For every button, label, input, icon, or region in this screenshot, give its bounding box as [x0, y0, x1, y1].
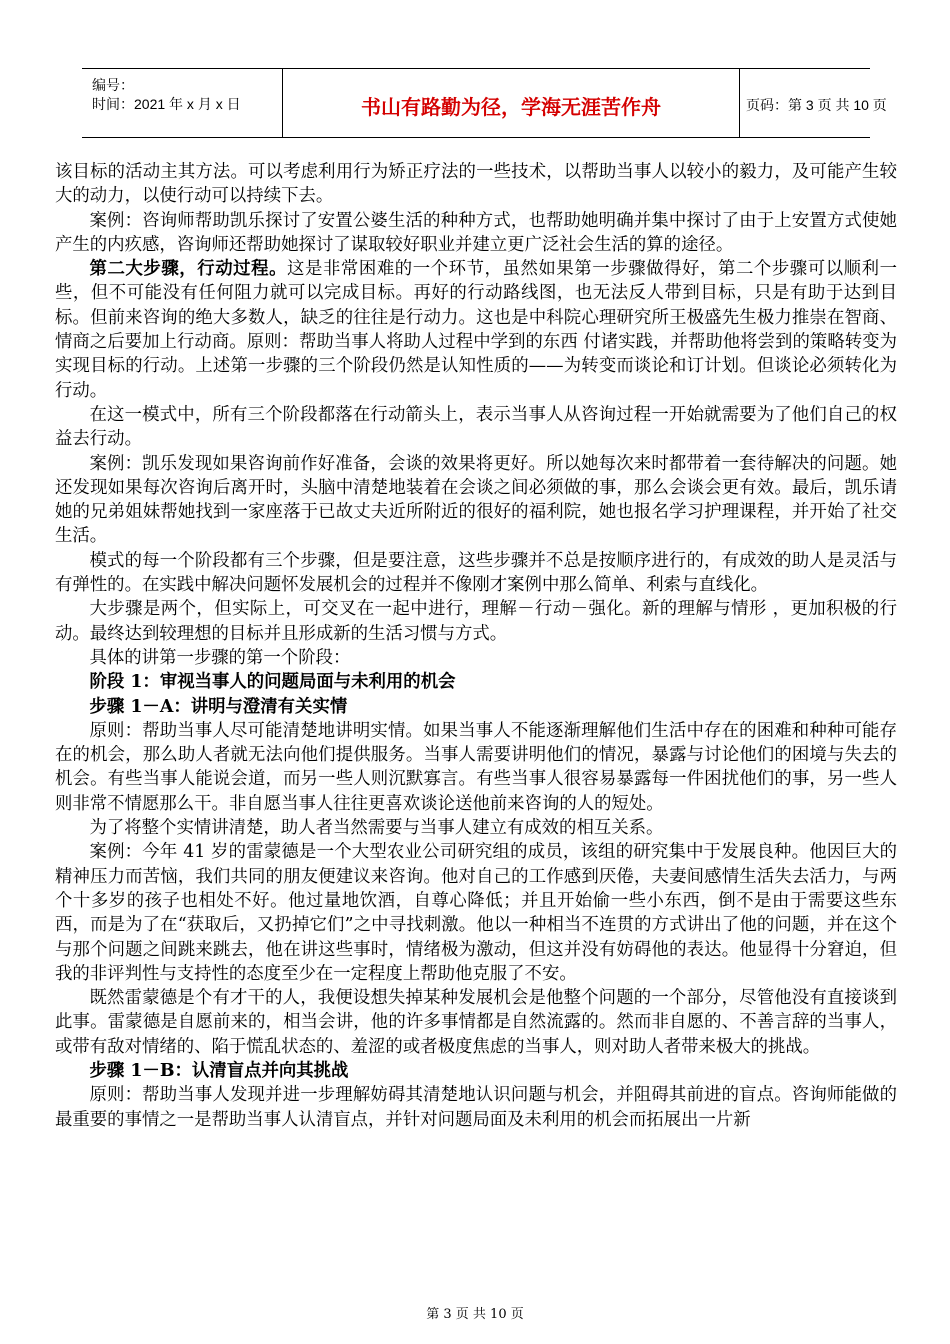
body-paragraph: 模式的每一个阶段都有三个步骤，但是要注意，这些步骤并不总是按顺序进行的，有成效的助人是灵活与有弹性的。在实践中解决问题怀发展机会的过程并不像刚才案例中那么简单、利索与直线化。: [55, 550, 897, 596]
body-paragraph: 原则：帮助当事人尽可能清楚地讲明实情。如果当事人不能逐渐理解他们生活中存在的困难和种种可能存在的机会，那么助人者就无法向他们提供服务。当事人需要讲明他们的情况，暴露与讨论他们的困境与失去的机会。有些当事人能说会道，而另一些人则沉默寡言。有些当事人很容易暴露每一件困扰他们的事，另一些人则非常不情愿那么干。非自愿当事人往往更喜欢谈论送他前来咨询的人的短处。: [55, 720, 897, 814]
header-motto: 书山有路勤为径，学海无涯苦作舟: [361, 95, 661, 119]
document-number-label: 编号：: [92, 77, 134, 93]
body-paragraph: 案例：凯乐发现如果咨询前作好准备，会谈的效果将更好。所以她每次来时都带着一套待解决的问题。她还发现如果每次咨询后离开时，头脑中清楚地装着在会谈之间必须做的事，那么会谈会更有效。最后，凯乐请她的兄弟姐妹帮她找到一家座落于已故丈夫近所附近的很好的福利院，她也报名学习护理课程，并开始了社交生活。: [55, 453, 897, 547]
header-page-cell: [740, 69, 887, 137]
section-heading: 阶段 1：审视当事人的问题局面与未利用的机会: [89, 672, 456, 693]
document-time-label: 时间：2021 年 x 月 x 日: [92, 96, 241, 112]
section-heading: 步骤 1－B：认清盲点并向其挑战: [89, 1060, 349, 1081]
document-body: [55, 160, 897, 1132]
body-paragraph: 案例：今年 41 岁的雷蒙德是一个大型农业公司研究组的成员，该组的研究集中于发展良种。他因巨大的精神压力而苦恼，我们共同的朋友便建议来咨询。他对自己的工作感到厌倦，夫妻间感情生活失去活力，与两个十多岁的孩子也相处不好。他过量地饮酒，自尊心降低；并且开始偷一些小东西，倒不是由于需要这些东西，而是为了在“获取后，又扔掉它们”之中寻找刺激。他以一种相当不连贯的方式讲出了他的问题，并在这个与那个问题之间跳来跳去，他在讲这些事时，情绪极为激动，但这并没有妨碍他的表达。他显得十分窘迫，但我的非评判性与支持性的态度至少在一定程度上帮助他克服了不安。: [55, 842, 897, 984]
page-footer: 第 3 页 共 10 页: [426, 1307, 524, 1322]
header-motto-cell: [282, 69, 740, 137]
body-paragraph: [55, 257, 897, 403]
header-meta-cell: [82, 69, 282, 137]
section-heading: 步骤 1－A：讲明与澄清有关实情: [89, 696, 348, 717]
body-paragraph: 大步骤是两个，但实际上，可交叉在一起中进行，理解－行动－强化。新的理解与情形 ，更加积极的行动。最终达到较理想的目标并且形成新的生活习惯与方式。: [55, 599, 897, 644]
body-paragraph: 为了将整个实情讲清楚，助人者当然需要与当事人建立有成效的相互关系。: [89, 818, 664, 839]
paragraph-text: 这是非常困难的一个环节，虽然如果第一步骤做得好，第二个步骤可以顺利一些，但不可能没有任何阻力就可以完成目标。再好的行动路线图，也无法反人带到目标，只是有助于达到目标。但前来咨询的绝大多数人，缺乏的往往是行动力。这也是中科院心理研究所王极盛先生极力推崇在智商、情商之后要加上行动商。原则：帮助当事人将助人过程中学到的东西 付诸实践，并帮助他将尝到的策略转变为实现目标的行动。上述第一步骤的三个阶段仍然是认知性质的——为转变而谈论和订计划。但谈论必须转化为行动。: [55, 259, 897, 401]
page-header: [82, 68, 887, 138]
body-paragraph: 具体的讲第一步骤的第一个阶段：: [89, 647, 351, 668]
body-paragraph: 该目标的活动主其方法。可以考虑利用行为矫正疗法的一些技术，以帮助当事人以较小的毅力，及可能产生较大的动力，以使行动可以持续下去。: [55, 162, 897, 207]
body-paragraph: 在这一模式中，所有三个阶段都落在行动箭头上，表示当事人从咨询过程一开始就需要为了他们自己的权益去行动。: [55, 404, 897, 450]
body-paragraph: 案例：咨询师帮助凯乐探讨了安置公婆生活的种种方式，也帮助她明确并集中探讨了由于上安置方式使她产生的内疚感，咨询师还帮助她探讨了谋取较好职业并建立更广泛社会生活的算的途径。: [55, 210, 897, 255]
body-paragraph: 既然雷蒙德是个有才干的人，我便设想失掉某种发展机会是他整个问题的一个部分，尽管他没有直接谈到此事。雷蒙德是自愿前来的，相当会讲，他的许多事情都是自然流露的。然而非自愿的、不善言辞的当事人，或带有敌对情绪的、陷于慌乱状态的、羞涩的或者极度焦虑的当事人，则对助人者带来极大的挑战。: [55, 988, 897, 1057]
body-paragraph: 原则：帮助当事人发现并进一步理解妨碍其清楚地认识问题与机会，并阻碍其前进的盲点。咨询师能做的最重要的事情之一是帮助当事人认清盲点，并针对问题局面及未利用的机会而拓展出一片新: [55, 1085, 897, 1130]
paragraph-lead: 第二大步骤，行动过程。: [89, 259, 288, 280]
header-page-number: 页码：第 3 页 共 10 页: [746, 97, 887, 113]
